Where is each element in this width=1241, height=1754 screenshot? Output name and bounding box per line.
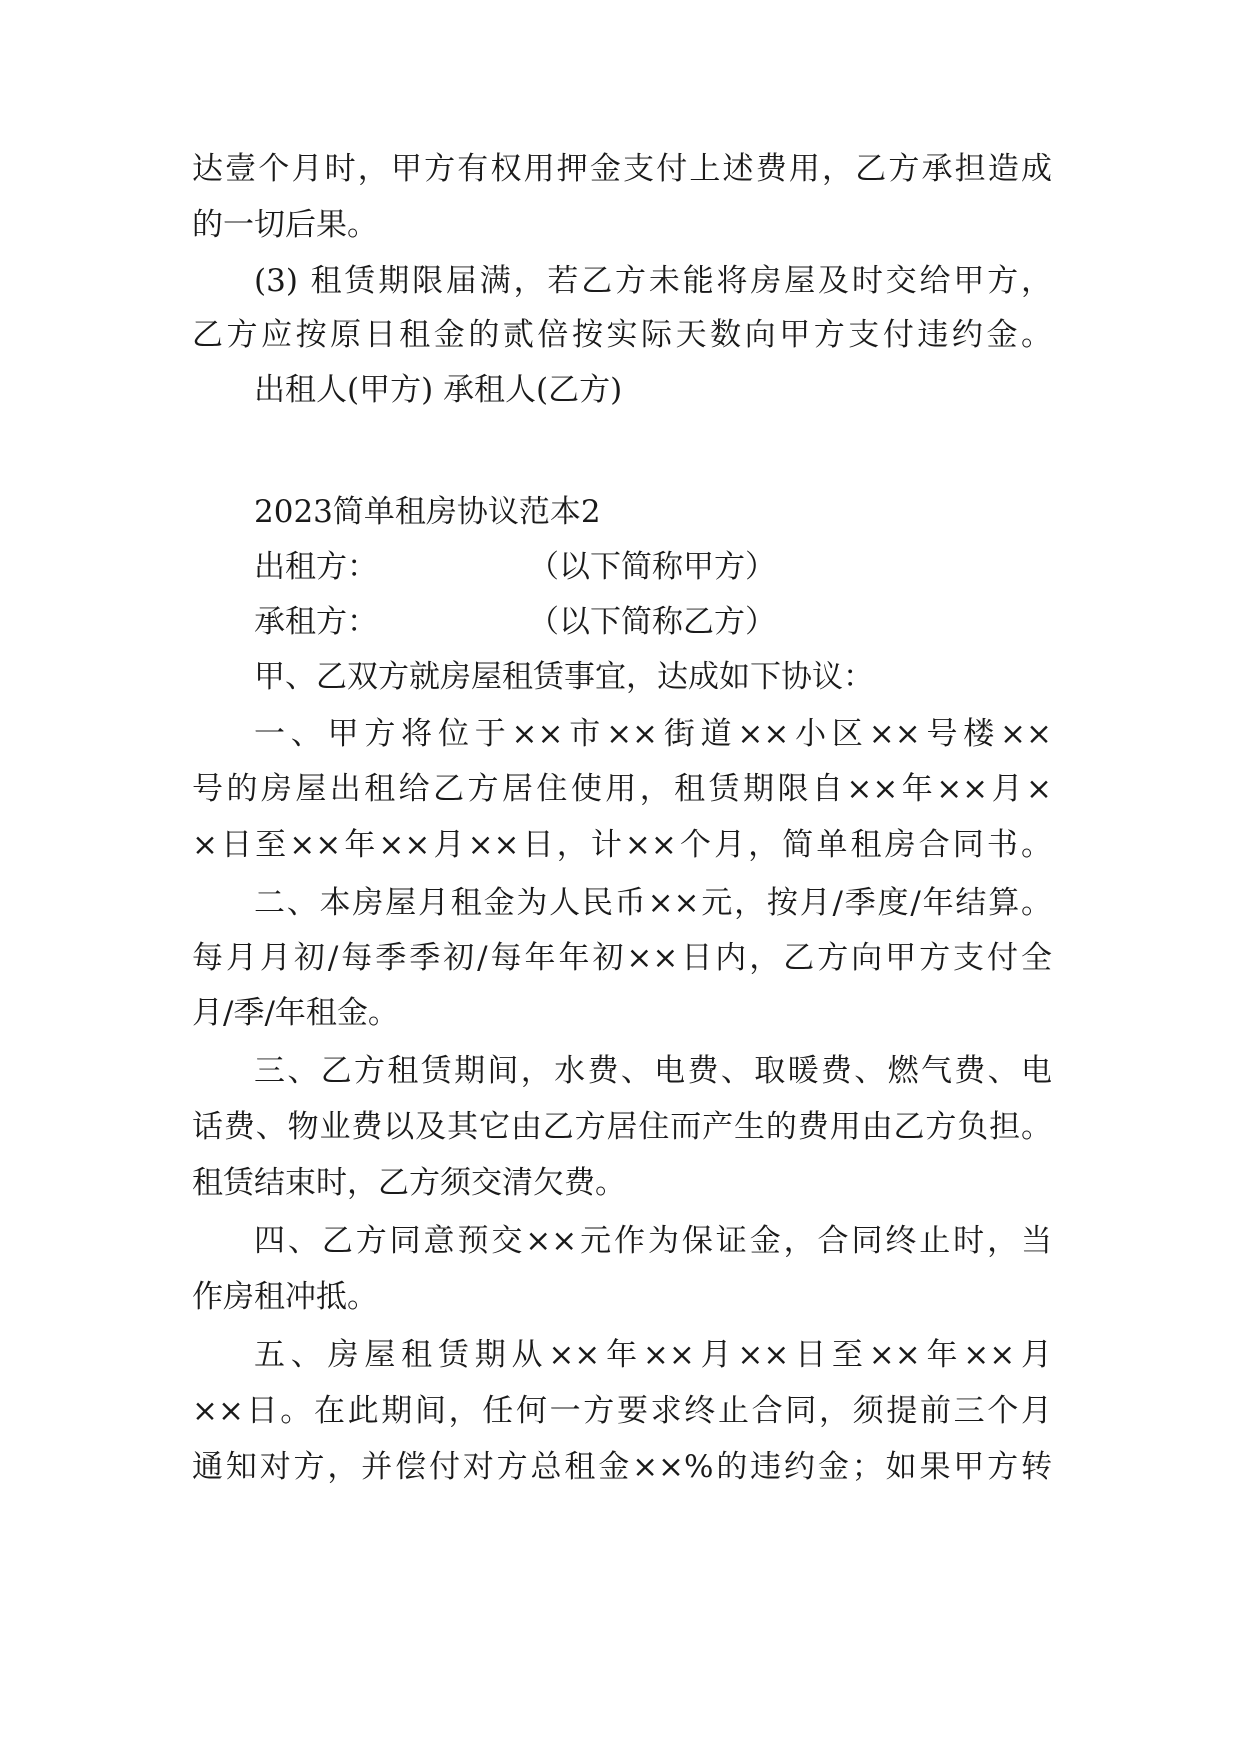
text-line: 每月月初/每季季初/每年年初××日内，乙方向甲方支付全 — [192, 940, 1052, 976]
text-line: 的一切后果。 — [192, 207, 378, 243]
lessee-line — [254, 603, 1052, 641]
text-line: ××日。在此期间，任何一方要求终止合同，须提前三个月 — [192, 1393, 1052, 1429]
text-line: 达壹个月时，甲方有权用押金支付上述费用，乙方承担造成 — [192, 151, 1052, 187]
lessee-note: （以下简称乙方） — [528, 604, 776, 640]
lessor-label: 出租方： — [254, 549, 378, 585]
text-line: 乙方应按原日租金的贰倍按实际天数向甲方支付违约金。 — [192, 317, 1052, 353]
text-line: 三、乙方租赁期间，水费、电费、取暖费、燃气费、电 — [254, 1053, 1052, 1089]
lessor-line — [254, 548, 1052, 586]
text-line: ×日至××年××月××日，计××个月，简单租房合同书。 — [192, 827, 1052, 863]
text-line: 一、甲方将位于××市××街道××小区××号楼×× — [254, 716, 1052, 752]
text-line: 二、本房屋月租金为人民币××元，按月/季度/年结算。 — [254, 885, 1052, 921]
text-line: 月/季/年租金。 — [192, 995, 399, 1031]
signature-line: 出租人(甲方) 承租人(乙方) — [254, 372, 623, 408]
text-line: 号的房屋出租给乙方居住使用，租赁期限自××年××月× — [192, 771, 1052, 807]
text-line: 租赁结束时，乙方须交清欠费。 — [192, 1165, 626, 1201]
section-title: 2023简单租房协议范本2 — [254, 494, 601, 530]
text-line: (3) 租赁期限届满，若乙方未能将房屋及时交给甲方， — [254, 263, 1052, 299]
text-line: 话费、物业费以及其它由乙方居住而产生的费用由乙方负担。 — [192, 1109, 1052, 1145]
text-line: 五、房屋租赁期从××年××月××日至××年××月 — [254, 1337, 1052, 1373]
text-line: 甲、乙双方就房屋租赁事宜，达成如下协议： — [254, 659, 874, 695]
text-line: 四、乙方同意预交××元作为保证金，合同终止时，当 — [254, 1223, 1052, 1259]
lessee-label: 承租方： — [254, 604, 378, 640]
text-line: 作房租冲抵。 — [192, 1279, 378, 1315]
lessor-note: （以下简称甲方） — [528, 549, 776, 585]
text-line: 通知对方，并偿付对方总租金××%的违约金；如果甲方转 — [192, 1449, 1052, 1485]
